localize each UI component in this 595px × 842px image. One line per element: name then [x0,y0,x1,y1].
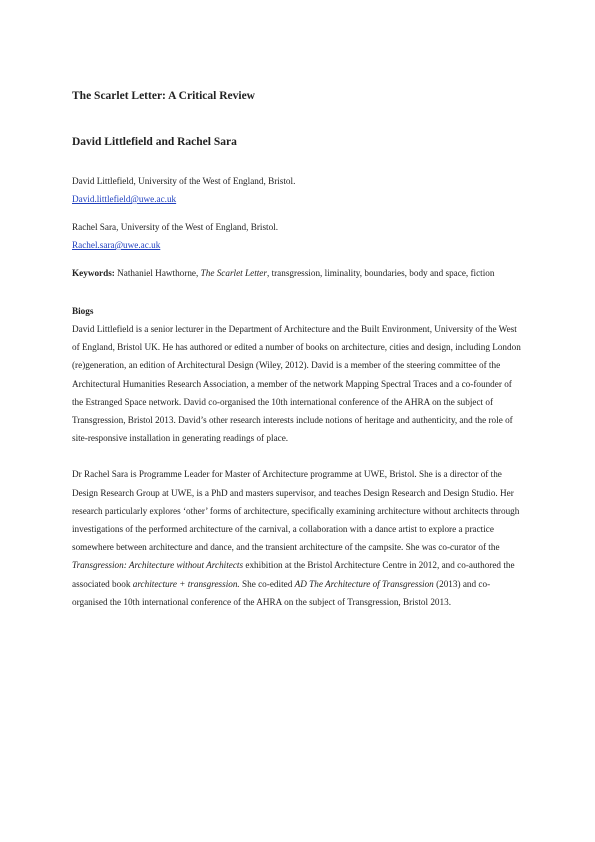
paper-title: The Scarlet Letter: A Critical Review [72,90,255,102]
bio-sara-italic-1: Transgression: Architecture without Architects [72,560,244,571]
bio-sara-text-1: Dr Rachel Sara is Programme Leader for Master of Architecture programme at UWE, Bristol. She is a director of the Design Research Group at UWE, is a PhD and masters supervisor, and teaches Design Research and Design Studio. Her research particularly explores ‘other’ forms of architecture, specifically examining architecture without architects through investigations of the performed architecture of the carnival, a collaboration with a dance artist to explore a practice somewhere between architecture and dance, and the transient architecture of the campsite. She was co-curator of the [72,469,520,553]
bio-sara-italic-3: AD The Architecture of Transgression [294,578,434,589]
affiliation-text: Rachel Sara, University of the West of England, Bristol. [72,222,279,232]
author-names: David Littlefield and Rachel Sara [72,136,237,148]
bios-heading: Biogs [72,306,94,316]
email-link-littlefield[interactable]: David.littlefield@uwe.ac.uk [72,194,177,204]
bio-sara-text-4: (2013) and co-organised the 10th international conference of the AHRA on the subject of Transgression, Bristol 2013. [72,578,491,607]
bio-sara-text-2: exhibition at the Bristol Architecture Centre in 2012, and co-authored the associated book [72,560,515,589]
affiliation-sara [72,218,522,254]
affiliation-text: David Littlefield, University of the West of England, Bristol. [72,176,296,186]
bio-sara-text-3: She co-edited [239,578,295,589]
keywords-post: , transgression, liminality, boundaries, body and space, fiction [266,268,495,278]
bio-sara-italic-2: architecture + transgression. [132,578,240,589]
email-link-sara[interactable]: Rachel.sara@uwe.ac.uk [72,240,161,250]
keywords-label: Keywords: [72,268,115,278]
bio-littlefield: David Littlefield is a senior lecturer in the Department of Architecture and the Built Environment, University of the West of England, Bristol UK. He has authored or edited a number of books on architecture, cities and design, including London (re)generation, an edition of Architectural Design (Wiley, 2012). David is a member of the steering committee of the Architectural Humanities Research Association, a member of the network Mapping Spectral Traces and a co-founder of the Estranged Space network. David co-organised the 10th international conference of the AHRA on the subject of Transgression, Bristol 2013. David’s other research interests include notions of heritage and authenticity, and the role of site-responsive installation in generating readings of place. [72,324,521,444]
page-content [72,88,522,629]
affiliation-littlefield [72,172,522,208]
keywords-pre: Nathaniel Hawthorne, [114,268,201,278]
keywords [72,264,522,282]
keywords-italic: The Scarlet Letter [200,268,267,278]
bio-sara [72,465,522,611]
